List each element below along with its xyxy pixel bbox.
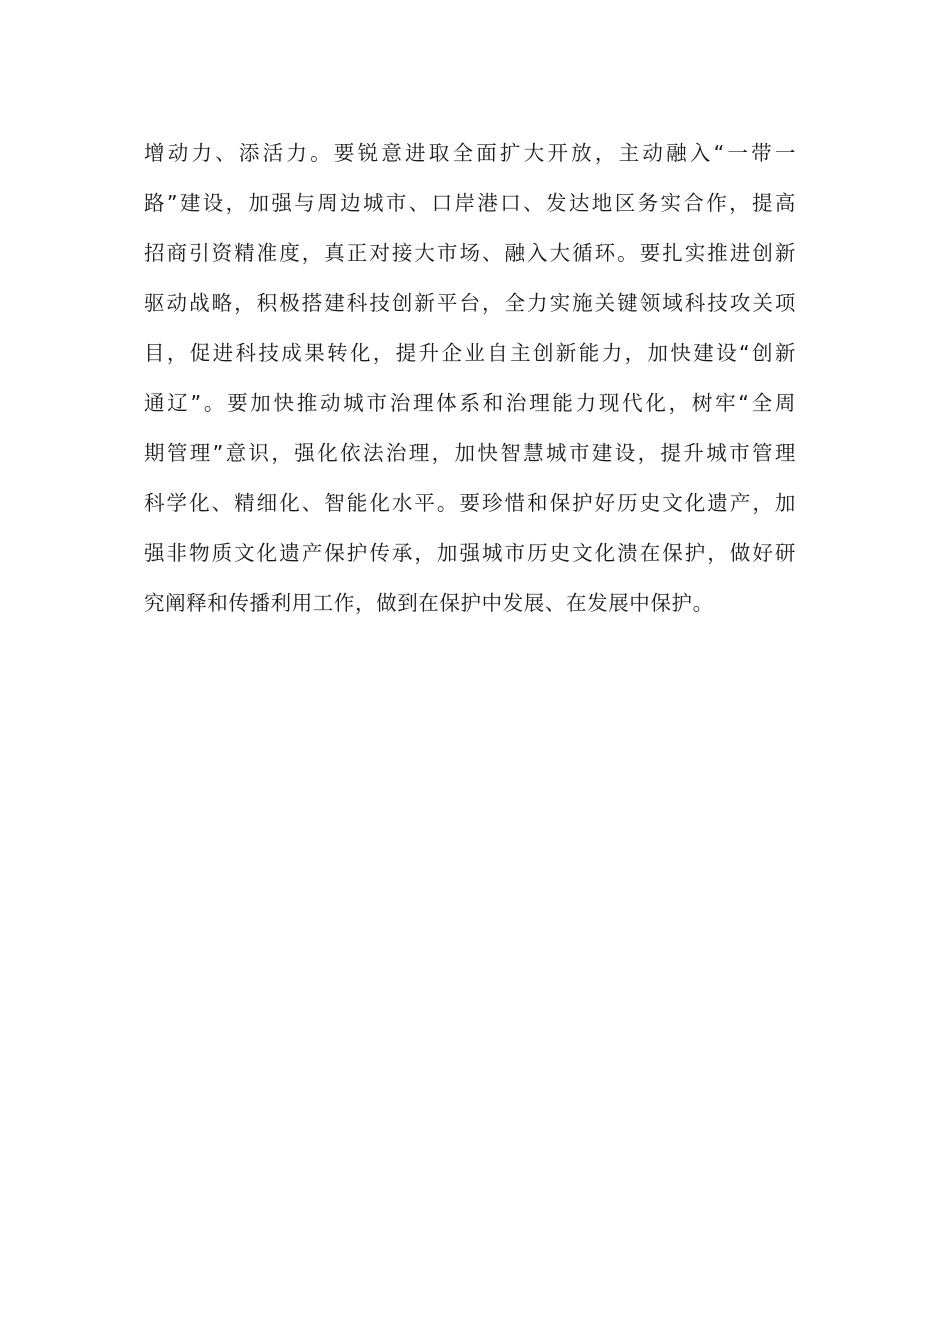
paragraph-line-4: 驱动战略，积极搭建科技创新平台，全力实施关键领域科技攻关项	[144, 291, 796, 315]
paragraph-line-1: 增动力、添活力。要锐意进取全面扩大开放，主动融入“一带一	[144, 141, 796, 165]
paragraph-line-7: 期管理”意识，强化依法治理，加快智慧城市建设，提升城市管理	[144, 441, 796, 465]
paragraph-line-5: 目，促进科技成果转化，提升企业自主创新能力，加快建设“创新	[144, 341, 796, 365]
paragraph-line-9: 强非物质文化遗产保护传承，加强城市历史文化溃在保护，做好研	[144, 541, 796, 565]
paragraph-line-2: 路”建设，加强与周边城市、口岸港口、发达地区务实合作，提高	[144, 191, 796, 215]
body-paragraph	[144, 128, 796, 628]
paragraph-line-6: 通辽”。要加快推动城市治理体系和治理能力现代化，树牢“全周	[144, 391, 796, 415]
paragraph-line-8: 科学化、精细化、智能化水平。要珍惜和保护好历史文化遗产，加	[144, 491, 796, 515]
paragraph-line-10: 究阐释和传播利用工作，做到在保护中发展、在发展中保护。	[144, 591, 714, 615]
paragraph-line-3: 招商引资精准度，真正对接大市场、融入大循环。要扎实推进创新	[144, 241, 796, 265]
